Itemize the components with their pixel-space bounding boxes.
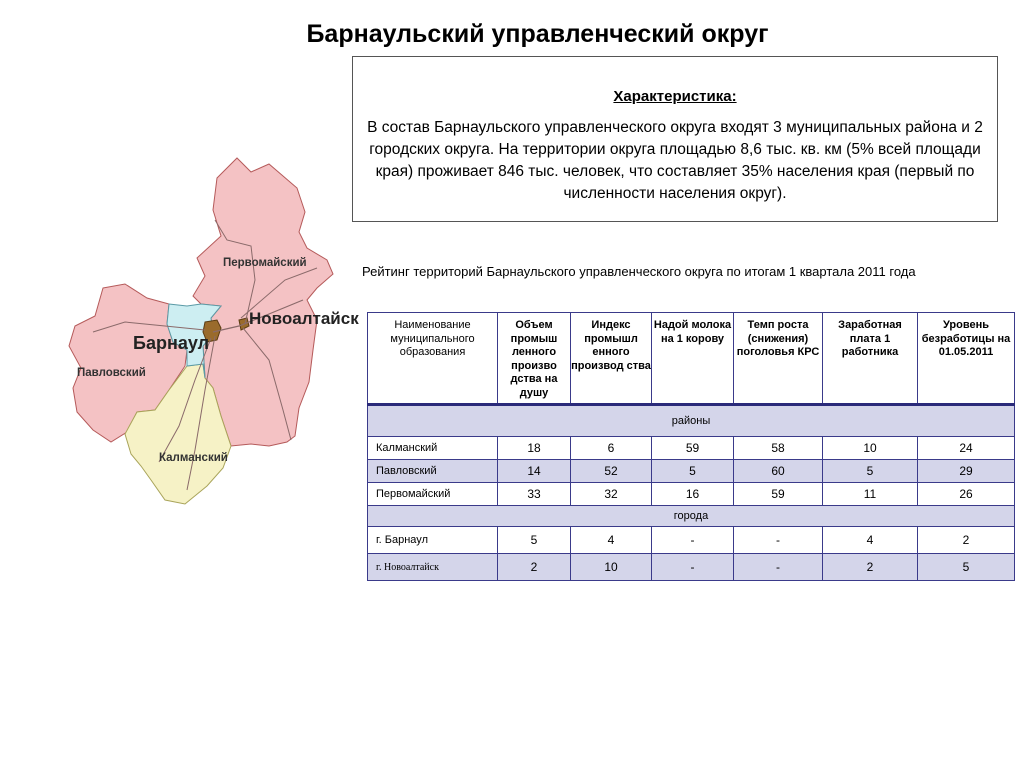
column-header: Заработная плата 1 работника [823,313,918,405]
table-cell: 58 [734,437,823,460]
column-header: Темп роста (снижения) поголовья КРС [734,313,823,405]
table-cell: 5 [823,460,918,483]
map-label-novoaltaisk: Новоалтайск [249,309,359,328]
table-cell: 5 [498,527,571,554]
table-cell: 11 [823,483,918,506]
row-name: г. Новоалтайск [368,554,498,581]
row-name: Калманский [368,437,498,460]
table-row [368,460,1015,483]
map-label-barnaul: Барнаул [133,333,210,353]
column-header: Индекс промышл енного производ ства [571,313,652,405]
column-header: Уровень безработицы на 01.05.2011 [918,313,1015,405]
table-row [368,437,1015,460]
table-cell: 26 [918,483,1015,506]
row-name: Павловский [368,460,498,483]
map-label-kalmansky: Калманский [159,452,228,464]
column-header: Надой молока на 1 корову [652,313,734,405]
table-cell: 24 [918,437,1015,460]
table-cell: 59 [734,483,823,506]
characteristics-box [352,56,998,222]
rating-table [367,312,1015,581]
section-label: города [368,506,1015,527]
section-row-districts [368,405,1015,437]
column-header: Наименование муниципального образования [368,313,498,405]
table-cell: 10 [823,437,918,460]
row-name: г. Барнаул [368,527,498,554]
table-cell: 59 [652,437,734,460]
table-cell: 2 [918,527,1015,554]
table-cell: 5 [918,554,1015,581]
table-row [368,527,1015,554]
table-row [368,554,1015,581]
table-cell: 29 [918,460,1015,483]
table-cell: - [652,527,734,554]
map-label-pervomaisky: Первомайский [223,257,307,269]
table-header-row [368,313,1015,405]
table-cell: 2 [823,554,918,581]
table-cell: 2 [498,554,571,581]
table-cell: 32 [571,483,652,506]
table-cell: 4 [571,527,652,554]
characteristics-heading: Характеристика: [613,88,737,105]
district-map [55,150,367,510]
column-header: Объем промыш ленного произво дства на душу [498,313,571,405]
table-cell: 18 [498,437,571,460]
characteristics-text: В состав Барнаульского управленческого округа входят 3 муниципальных района и 2 городских округа. На территории округа площадью 8,6 тыс. кв. км (5% всей площади края) проживает 846 тыс. человек, что составляет 35% населения края (первый по численности населения округ). [367,119,983,202]
table-cell: 4 [823,527,918,554]
page-title: Барнаульский управленческий округ [306,20,769,48]
table-cell: 6 [571,437,652,460]
table-cell: 60 [734,460,823,483]
map-label-pavlovsky: Павловский [77,367,146,379]
table-cell: 16 [652,483,734,506]
table-row [368,483,1015,506]
rating-caption: Рейтинг территорий Барнаульского управленческого округа по итогам 1 квартала 2011 года [362,264,916,279]
section-label: районы [368,405,1015,437]
table-cell: 5 [652,460,734,483]
table-cell: - [734,554,823,581]
table-cell: 14 [498,460,571,483]
table-cell: 10 [571,554,652,581]
section-row-cities [368,506,1015,527]
table-cell: - [652,554,734,581]
table-cell: - [734,527,823,554]
row-name: Первомайский [368,483,498,506]
table-cell: 52 [571,460,652,483]
table-cell: 33 [498,483,571,506]
